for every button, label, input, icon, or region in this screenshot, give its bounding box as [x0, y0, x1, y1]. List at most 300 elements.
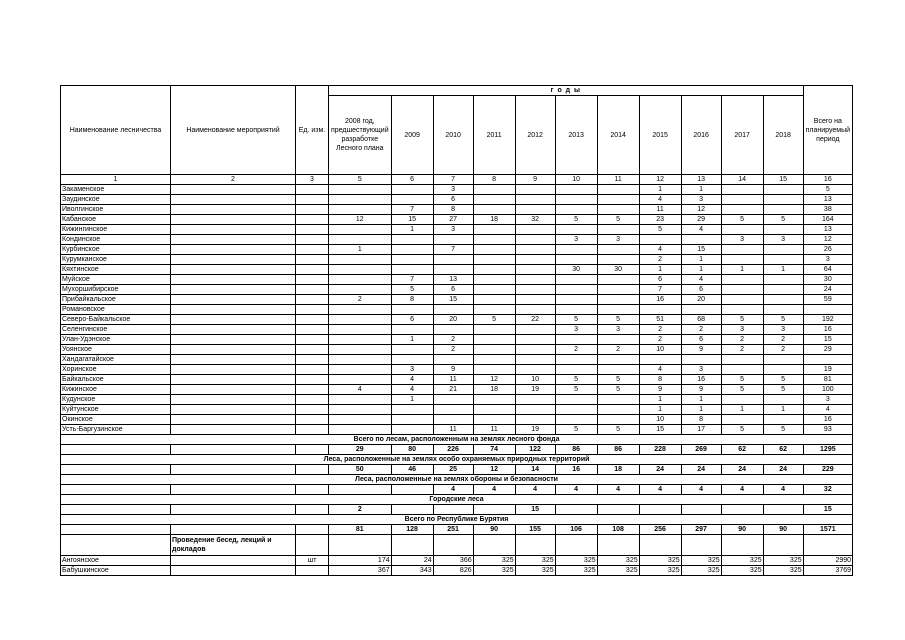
empty-cell [639, 535, 681, 556]
empty-cell [61, 445, 171, 455]
table-row [61, 335, 853, 345]
value-cell: 5 [473, 315, 515, 325]
measure-cell [171, 285, 296, 295]
value-cell [515, 335, 555, 345]
total-value-cell: 24 [721, 465, 763, 475]
forestry-name: Кижинское [61, 385, 171, 395]
measure-cell [171, 335, 296, 345]
value-cell: 9 [681, 345, 721, 355]
table-row [61, 425, 853, 435]
total-value-cell: 18 [597, 465, 639, 475]
value-cell [763, 295, 803, 305]
value-cell: 3 [721, 235, 763, 245]
empty-cell [61, 465, 171, 475]
value-cell: 100 [803, 385, 852, 395]
value-cell [515, 275, 555, 285]
value-cell [433, 395, 473, 405]
value-cell [329, 195, 392, 205]
value-cell [515, 325, 555, 335]
empty-cell [473, 535, 515, 556]
value-cell [763, 185, 803, 195]
table-row [61, 295, 853, 305]
unit-cell [296, 566, 329, 576]
measure-cell [171, 225, 296, 235]
forestry-name: Улан-Удэнское [61, 335, 171, 345]
value-cell [329, 365, 392, 375]
value-cell: 6 [681, 335, 721, 345]
forestry-name: Ангоянское [61, 556, 171, 566]
value-cell: 2 [597, 345, 639, 355]
value-cell [329, 275, 392, 285]
value-cell: 1 [721, 265, 763, 275]
value-cell: 3 [555, 235, 597, 245]
value-cell [555, 415, 597, 425]
table-row [61, 305, 853, 315]
value-cell: 4 [681, 225, 721, 235]
forestry-name: Кондинское [61, 235, 171, 245]
total-value-cell: 90 [763, 525, 803, 535]
value-cell: 2 [433, 345, 473, 355]
value-cell: 38 [803, 205, 852, 215]
value-cell: 1 [681, 255, 721, 265]
forestry-events-table-sheet [60, 85, 853, 576]
value-cell [329, 315, 392, 325]
value-cell: 1 [681, 185, 721, 195]
value-cell [515, 405, 555, 415]
unit-cell [296, 335, 329, 345]
value-cell: 325 [721, 566, 763, 576]
measure-cell [171, 245, 296, 255]
column-number: 9 [515, 175, 555, 185]
total-value-cell: 24 [639, 465, 681, 475]
unit-cell [296, 325, 329, 335]
value-cell [473, 365, 515, 375]
section-total-row [61, 445, 853, 455]
value-cell: 5 [555, 315, 597, 325]
column-number: 2 [171, 175, 296, 185]
table-row [61, 215, 853, 225]
value-cell [515, 395, 555, 405]
value-cell: 1 [639, 185, 681, 195]
value-cell [555, 255, 597, 265]
forestry-name: Хандагатайское [61, 355, 171, 365]
value-cell: 8 [433, 205, 473, 215]
value-cell: 3 [721, 325, 763, 335]
unit-cell [296, 345, 329, 355]
value-cell [555, 185, 597, 195]
value-cell: 5 [803, 185, 852, 195]
measure-cell [171, 185, 296, 195]
empty-cell [329, 535, 392, 556]
total-value-cell: 4 [597, 485, 639, 495]
section-total-row [61, 465, 853, 475]
value-cell: 5 [639, 225, 681, 235]
column-number: 13 [681, 175, 721, 185]
value-cell: 12 [329, 215, 392, 225]
value-cell [721, 275, 763, 285]
value-cell [763, 275, 803, 285]
forestry-name: Кижингинское [61, 225, 171, 235]
value-cell: 325 [681, 556, 721, 566]
value-cell: 5 [763, 315, 803, 325]
total-value-cell: 46 [391, 465, 433, 475]
value-cell: 15 [681, 245, 721, 255]
value-cell: 5 [555, 425, 597, 435]
value-cell [721, 245, 763, 255]
value-cell [329, 395, 392, 405]
section-title: Леса, расположенные на землях обороны и безопасности [61, 475, 853, 485]
value-cell [433, 235, 473, 245]
value-cell [721, 255, 763, 265]
value-cell: 343 [391, 566, 433, 576]
column-number: 5 [329, 175, 392, 185]
value-cell: 3 [681, 195, 721, 205]
unit-cell [296, 215, 329, 225]
unit-cell [296, 315, 329, 325]
value-cell: 5 [555, 375, 597, 385]
value-cell: 3 [763, 325, 803, 335]
value-cell: 16 [639, 295, 681, 305]
header-year: 2014 [597, 96, 639, 175]
total-value-cell: 81 [329, 525, 392, 535]
total-value-cell: 50 [329, 465, 392, 475]
value-cell: 68 [681, 315, 721, 325]
section-title: Леса, расположенные на землях особо охраняемых природных территорий [61, 455, 853, 465]
table-row [61, 265, 853, 275]
value-cell [555, 395, 597, 405]
value-cell: 3 [597, 325, 639, 335]
value-cell: 325 [681, 566, 721, 576]
empty-cell [681, 535, 721, 556]
value-cell [391, 195, 433, 205]
total-value-cell: 228 [639, 445, 681, 455]
forestry-name: Прибайкальское [61, 295, 171, 305]
measure-cell [171, 215, 296, 225]
value-cell: 1 [681, 265, 721, 275]
header-year: 2009 [391, 96, 433, 175]
value-cell: 325 [597, 556, 639, 566]
header-year: 2018 [763, 96, 803, 175]
value-cell [515, 285, 555, 295]
value-cell [473, 355, 515, 365]
empty-cell [555, 535, 597, 556]
forestry-name: Курбинское [61, 245, 171, 255]
value-cell [597, 185, 639, 195]
value-cell: 10 [639, 345, 681, 355]
value-cell: 9 [639, 385, 681, 395]
value-cell: 367 [329, 566, 392, 576]
value-cell: 5 [721, 375, 763, 385]
total-value-cell: 24 [763, 465, 803, 475]
value-cell: 5 [597, 385, 639, 395]
forestry-name: Окинское [61, 415, 171, 425]
measure-cell [171, 265, 296, 275]
total-value-cell: 4 [721, 485, 763, 495]
unit-cell [296, 365, 329, 375]
value-cell: 3 [433, 185, 473, 195]
total-value-cell: 269 [681, 445, 721, 455]
measure-cell [171, 235, 296, 245]
value-cell [391, 405, 433, 415]
value-cell: 5 [763, 385, 803, 395]
value-cell [721, 205, 763, 215]
value-cell [555, 405, 597, 415]
value-cell: 5 [555, 385, 597, 395]
value-cell: 17 [681, 425, 721, 435]
empty-cell [61, 485, 171, 495]
total-value-cell: 128 [391, 525, 433, 535]
total-value-cell: 4 [681, 485, 721, 495]
value-cell: 1 [329, 245, 392, 255]
column-number: 11 [597, 175, 639, 185]
column-number: 6 [391, 175, 433, 185]
empty-cell [515, 535, 555, 556]
value-cell [329, 405, 392, 415]
value-cell [473, 305, 515, 315]
total-value-cell [721, 505, 763, 515]
forestry-name: Заудинское [61, 195, 171, 205]
value-cell: 6 [681, 285, 721, 295]
total-value-cell: 4 [433, 485, 473, 495]
value-cell: 30 [555, 265, 597, 275]
total-value-cell: 251 [433, 525, 473, 535]
value-cell: 51 [639, 315, 681, 325]
value-cell [763, 355, 803, 365]
value-cell: 6 [391, 315, 433, 325]
empty-cell [171, 485, 296, 495]
unit-cell [296, 195, 329, 205]
value-cell [391, 325, 433, 335]
value-cell: 18 [473, 385, 515, 395]
value-cell [555, 305, 597, 315]
section-title-row [61, 515, 853, 525]
value-cell: 5 [763, 215, 803, 225]
value-cell: 29 [681, 215, 721, 225]
total-value-cell: 15 [803, 505, 852, 515]
value-cell: 15 [639, 425, 681, 435]
measure-cell [171, 315, 296, 325]
section-title-row [61, 495, 853, 505]
value-cell [515, 205, 555, 215]
empty-cell [763, 535, 803, 556]
value-cell: 16 [803, 415, 852, 425]
value-cell [639, 305, 681, 315]
section-total-row [61, 525, 853, 535]
unit-cell [296, 235, 329, 245]
value-cell [391, 255, 433, 265]
value-cell [763, 365, 803, 375]
measure-cell [171, 365, 296, 375]
value-cell [329, 345, 392, 355]
value-cell: 325 [515, 566, 555, 576]
measure-cell [171, 566, 296, 576]
value-cell [721, 285, 763, 295]
value-cell: 2 [555, 345, 597, 355]
value-cell: 325 [639, 556, 681, 566]
value-cell: 826 [433, 566, 473, 576]
value-cell: 1 [763, 265, 803, 275]
table-row [61, 365, 853, 375]
value-cell: 22 [515, 315, 555, 325]
value-cell [763, 305, 803, 315]
total-value-cell [597, 505, 639, 515]
value-cell: 5 [721, 425, 763, 435]
value-cell: 3769 [803, 566, 852, 576]
total-value-cell: 108 [597, 525, 639, 535]
value-cell: 3 [597, 235, 639, 245]
unit-cell [296, 375, 329, 385]
value-cell [555, 335, 597, 345]
value-cell: 4 [639, 365, 681, 375]
empty-cell [296, 485, 329, 495]
value-cell: 8 [639, 375, 681, 385]
value-cell: 1 [391, 225, 433, 235]
value-cell [473, 245, 515, 255]
value-cell: 325 [597, 566, 639, 576]
value-cell [473, 185, 515, 195]
value-cell: 3 [433, 225, 473, 235]
forestry-name: Романовское [61, 305, 171, 315]
value-cell: 5 [721, 215, 763, 225]
value-cell: 325 [555, 556, 597, 566]
unit-cell [296, 425, 329, 435]
value-cell: 325 [473, 556, 515, 566]
value-cell [329, 355, 392, 365]
unit-cell [296, 355, 329, 365]
unit-cell [296, 185, 329, 195]
total-value-cell: 80 [391, 445, 433, 455]
total-value-cell [391, 505, 433, 515]
table-row [61, 345, 853, 355]
value-cell: 11 [473, 425, 515, 435]
column-number: 7 [433, 175, 473, 185]
value-cell [515, 195, 555, 205]
total-value-cell [473, 505, 515, 515]
value-cell [763, 245, 803, 255]
forestry-name: Мухоршибирское [61, 285, 171, 295]
table-row [61, 245, 853, 255]
empty-cell [61, 535, 171, 556]
empty-cell [296, 505, 329, 515]
value-cell: 20 [681, 295, 721, 305]
value-cell: 1 [391, 395, 433, 405]
value-cell: 13 [803, 225, 852, 235]
value-cell [473, 285, 515, 295]
value-cell [597, 195, 639, 205]
value-cell [515, 245, 555, 255]
value-cell [515, 355, 555, 365]
total-value-cell: 90 [473, 525, 515, 535]
table-row [61, 315, 853, 325]
measure-cell [171, 195, 296, 205]
forestry-name: Северо-Байкальское [61, 315, 171, 325]
section-title: Городские леса [61, 495, 853, 505]
value-cell [515, 265, 555, 275]
value-cell [555, 245, 597, 255]
column-number: 1 [61, 175, 171, 185]
empty-cell [296, 525, 329, 535]
value-cell: 20 [433, 315, 473, 325]
measure-cell [171, 345, 296, 355]
column-number: 15 [763, 175, 803, 185]
column-number: 8 [473, 175, 515, 185]
unit-cell [296, 395, 329, 405]
unit-cell [296, 415, 329, 425]
unit-cell: шт [296, 556, 329, 566]
total-value-cell: 2 [329, 505, 392, 515]
empty-cell [803, 535, 852, 556]
value-cell [763, 415, 803, 425]
value-cell: 10 [639, 415, 681, 425]
value-cell: 1 [721, 405, 763, 415]
value-cell [721, 395, 763, 405]
value-cell: 325 [721, 556, 763, 566]
value-cell [329, 415, 392, 425]
header-2008: 2008 год, предшествующий разработке Лесного плана [329, 96, 392, 175]
value-cell: 9 [433, 365, 473, 375]
header-year: 2015 [639, 96, 681, 175]
total-value-cell: 86 [597, 445, 639, 455]
total-value-cell: 15 [515, 505, 555, 515]
activity-title: Проведение бесед, лекций и докладов [171, 535, 296, 556]
total-value-cell: 29 [329, 445, 392, 455]
header-year: 2013 [555, 96, 597, 175]
header-year: 2017 [721, 96, 763, 175]
value-cell [597, 245, 639, 255]
value-cell [555, 225, 597, 235]
table-row [61, 325, 853, 335]
value-cell [329, 205, 392, 215]
empty-cell [171, 525, 296, 535]
total-value-cell [763, 505, 803, 515]
value-cell [433, 255, 473, 265]
value-cell: 4 [329, 385, 392, 395]
header-year: 2016 [681, 96, 721, 175]
value-cell: 30 [597, 265, 639, 275]
value-cell: 5 [597, 315, 639, 325]
value-cell: 13 [433, 275, 473, 285]
value-cell: 12 [681, 205, 721, 215]
value-cell: 2 [639, 325, 681, 335]
value-cell [555, 355, 597, 365]
value-cell [555, 365, 597, 375]
value-cell: 4 [681, 275, 721, 285]
section-total-row [61, 485, 853, 495]
value-cell [515, 365, 555, 375]
value-cell: 18 [473, 215, 515, 225]
total-value-cell [639, 505, 681, 515]
forestry-name: Закаменское [61, 185, 171, 195]
value-cell [597, 255, 639, 265]
value-cell: 1 [391, 335, 433, 345]
value-cell: 19 [803, 365, 852, 375]
value-cell: 1 [763, 405, 803, 415]
value-cell [329, 255, 392, 265]
forestry-name: Бабушкинское [61, 566, 171, 576]
forestry-name: Куйтунское [61, 405, 171, 415]
value-cell [473, 335, 515, 345]
total-value-cell: 4 [555, 485, 597, 495]
value-cell: 325 [763, 566, 803, 576]
section-title-row [61, 435, 853, 445]
measure-cell [171, 205, 296, 215]
table-row [61, 205, 853, 215]
table-row [61, 185, 853, 195]
value-cell [597, 295, 639, 305]
value-cell [597, 415, 639, 425]
table-row [61, 235, 853, 245]
section-title: Всего по лесам, расположенным на землях лесного фонда [61, 435, 853, 445]
